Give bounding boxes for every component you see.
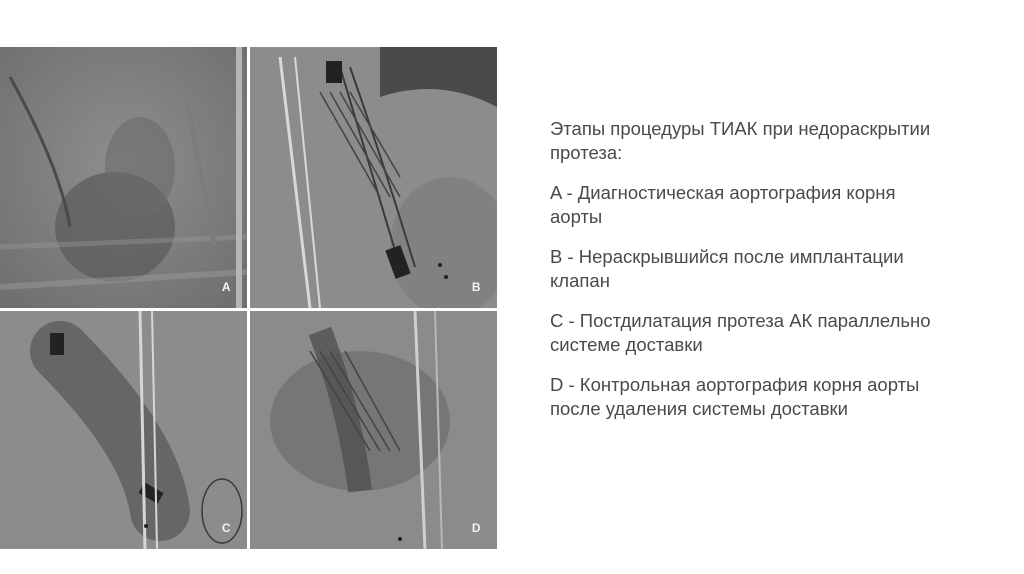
xray-panel-c (0, 311, 247, 549)
xray-image-a (0, 47, 247, 308)
description-item-c: C - Постдилатация протеза АК параллельно системе доставки (550, 310, 931, 355)
xray-panel-d (250, 311, 497, 549)
description-item-d: D - Контрольная аортография корня аорты после удаления системы доставки (550, 374, 920, 419)
panel-label-c: C (221, 521, 231, 535)
panel-label-a: A (221, 280, 231, 294)
panel-label-d: D (471, 521, 481, 535)
xray-panel-b (250, 47, 497, 308)
xray-image-d (250, 311, 497, 549)
description-heading: Этапы процедуры ТИАК при недораскрытии протеза: (550, 118, 931, 163)
panel-label-b: B (471, 280, 481, 294)
xray-panel-a (0, 47, 247, 308)
description-text (550, 117, 950, 437)
xray-image-c (0, 311, 247, 549)
angiography-image-grid (0, 47, 497, 549)
description-item-b: B - Нераскрывшийся после имплантации клапан (550, 246, 904, 291)
xray-image-b (250, 47, 497, 308)
description-item-a: A - Диагностическая аортография корня аорты (550, 182, 896, 227)
